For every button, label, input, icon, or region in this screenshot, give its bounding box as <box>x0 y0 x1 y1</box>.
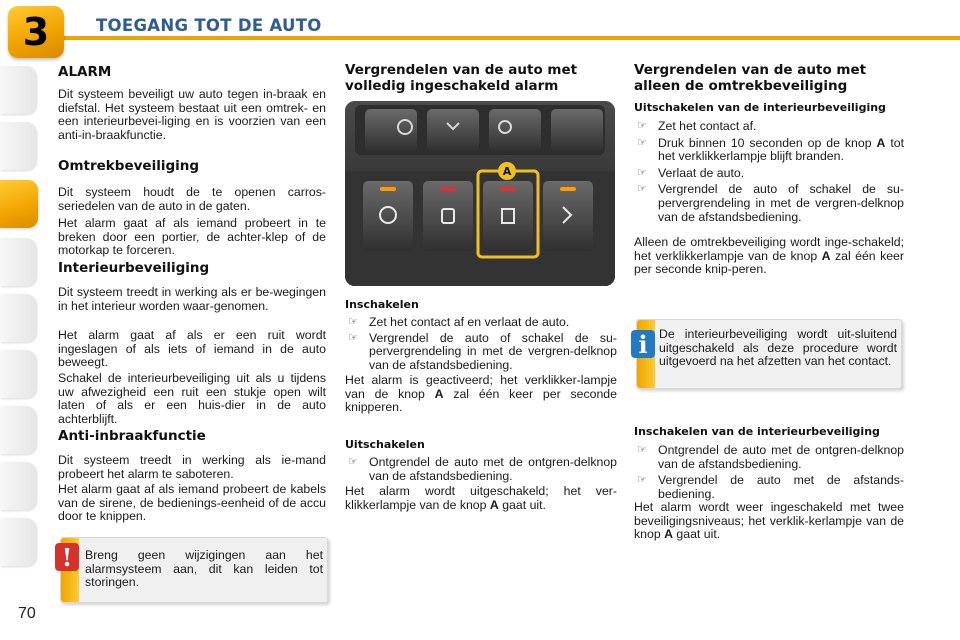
page-number: 70 <box>18 605 36 622</box>
warning-icon: ! <box>55 543 79 571</box>
dashboard-switch-photo <box>345 101 615 286</box>
in-interieur-list <box>634 444 904 501</box>
chapter-badge <box>8 6 64 58</box>
chapter-tab-2[interactable] <box>0 122 36 170</box>
chapter-tab-3-active[interactable] <box>0 180 38 228</box>
interieur-text-1: Dit systeem treedt in werking als er be-wegingen in het interieur worden waar-genomen. <box>58 285 326 313</box>
chapter-tab-7[interactable] <box>0 406 36 454</box>
interieur-text-3: Schakel de interieurbeveiliging uit als u tijdens uw afwezigheid een ruit een stukje open wilt laten of als er een huis-dier in de auto achterblijft. <box>58 371 326 426</box>
uit-interieur-result: Alleen de omtrekbeveiliging wordt inge-schakeld; het verklikkerlampje van de knop A zal één keer per seconde knip-peren. <box>634 235 904 277</box>
alarm-text: Dit systeem beveiligt uw auto tegen in-braak en diefstal. Het systeem bestaat uit een omtrek- en een interieurbevei-liging en is voorzien van een anti-in-braakfunctie. <box>58 87 326 142</box>
in-interieur-heading: Inschakelen van de interieurbeveiliging <box>634 425 880 438</box>
list-item: ☞ Ontgrendel de auto met de ontgren-delknop van de afstandsbediening. <box>637 443 904 471</box>
list-item: ☞ Verlaat de auto. <box>637 165 745 180</box>
warning-text: Breng geen wijzigingen aan het alarmsysteem aan, dit kan leiden tot storingen. <box>85 548 323 590</box>
button-a-label: A <box>502 165 512 178</box>
header-rule <box>60 36 960 40</box>
alarm-heading: ALARM <box>58 64 112 80</box>
omtrek-only-heading: Vergrendelen van de auto met alleen de omtrekbeveiliging <box>634 62 867 94</box>
list-item: ☞ Zet het contact af. <box>637 119 757 133</box>
pointer-icon: ☞ <box>348 331 358 344</box>
page-title: TOEGANG TOT DE AUTO <box>96 16 322 35</box>
interieur-text-2: Het alarm gaat af als er een ruit wordt ingeslagen of als iets of iemand in de auto beweegt. <box>58 328 326 370</box>
chapter-tab-9[interactable] <box>0 518 36 566</box>
uit-interieur-list <box>634 120 904 224</box>
uit-interieur-heading: Uitschakelen van de interieurbeveiliging <box>634 101 886 114</box>
page-header <box>0 0 960 58</box>
pointer-icon: ☞ <box>348 316 358 328</box>
list-item: ☞ Druk binnen 10 seconden op de knop A tot het verklikkerlampje blijft branden. <box>637 135 905 164</box>
omtrek-text-2: Het alarm gaat af als iemand probeert in te breken door een portier, de achter-klep of de motorkap te forceren. <box>58 216 326 258</box>
pointer-icon: ☞ <box>637 183 647 196</box>
chapter-tab-6[interactable] <box>0 350 36 398</box>
list-item: ☞ Ontgrendel de auto met de ontgren-delknop van de afstandsbediening. <box>348 455 617 483</box>
list-item: ☞ Vergrendel de auto of schakel de su-pervergrendeling in met de vergren-delknop van de afstandsbediening. <box>348 330 617 372</box>
pointer-icon: ☞ <box>637 120 647 132</box>
switch-panel-illustration <box>345 101 615 286</box>
uitschakelen-heading: Uitschakelen <box>345 438 425 451</box>
info-note <box>636 319 902 389</box>
interieur-heading: Interieurbeveiliging <box>58 260 210 276</box>
uitschakelen-list <box>345 456 617 483</box>
inschakelen-result: Het alarm is geactiveerd; het verklikker-lampje van de knop A zal één keer per seconde knipperen. <box>345 373 617 415</box>
list-item: ☞ Vergrendel de auto of schakel de su-pervergrendeling in met de vergren-delknop van de afstandsbediening. <box>637 182 904 224</box>
info-text: De interieurbeveiliging wordt uit-sluitend uitgeschakeld als deze procedure wordt uitgevoerd na het afzetten van het contact. <box>659 327 897 369</box>
inschakelen-list <box>345 316 617 372</box>
chapter-tab-5[interactable] <box>0 294 36 342</box>
uitschakelen-result: Het alarm wordt uitgeschakeld; het ver-klikkerlampje van de knop A gaat uit. <box>345 484 617 512</box>
pointer-icon: ☞ <box>637 136 647 149</box>
anti-heading: Anti-inbraakfunctie <box>58 428 206 444</box>
in-interieur-result: Het alarm wordt weer ingeschakeld met twee beveiligingsniveaus; het verklik-kerlampje van de knop A gaat uit. <box>634 500 904 542</box>
omtrek-text-1: Dit systeem houdt de te openen carros-seriedelen van de auto in de gaten. <box>58 185 326 213</box>
pointer-icon: ☞ <box>637 474 647 487</box>
info-icon: i <box>631 330 655 358</box>
warning-note <box>60 537 328 603</box>
omtrek-heading: Omtrekbeveiliging <box>58 158 200 174</box>
chapter-number: 3 <box>22 10 50 54</box>
chapter-tab-4[interactable] <box>0 238 36 286</box>
pointer-icon: ☞ <box>637 166 647 179</box>
full-alarm-heading: Vergrendelen van de auto met volledig ingeschakeld alarm <box>345 62 578 94</box>
pointer-icon: ☞ <box>348 456 358 468</box>
list-item: ☞ Zet het contact af en verlaat de auto. <box>348 315 570 329</box>
inschakelen-heading: Inschakelen <box>345 298 419 311</box>
list-item: ☞ Vergrendel de auto met de afstands-bediening. <box>637 473 904 501</box>
chapter-tab-1[interactable] <box>0 66 36 114</box>
anti-text-2: Het alarm gaat af als iemand probeert de kabels van de sirene, de bedienings-eenheid of de accu door te knippen. <box>58 482 326 524</box>
chapter-tab-8[interactable] <box>0 462 36 510</box>
anti-text-1: Dit systeem treedt in werking als ie-mand probeert het alarm te saboteren. <box>58 453 326 481</box>
pointer-icon: ☞ <box>637 444 647 456</box>
chapter-tabs <box>0 60 40 600</box>
